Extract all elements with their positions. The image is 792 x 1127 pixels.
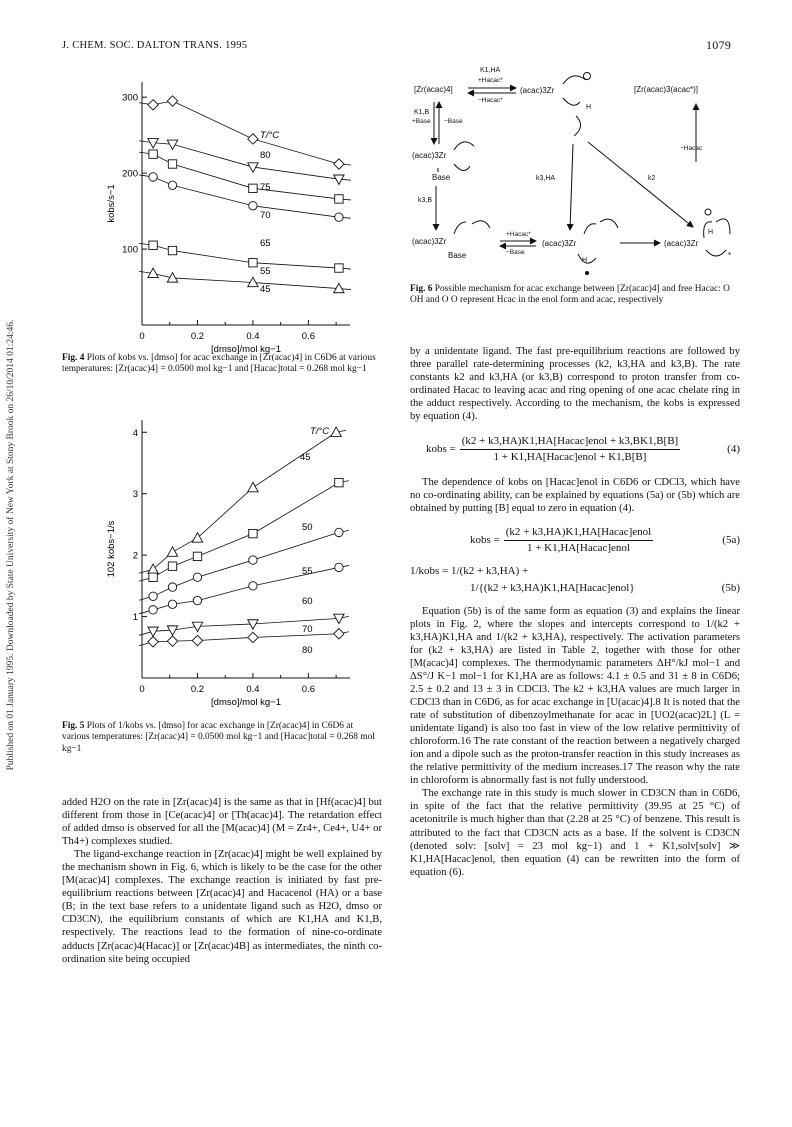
series-label: 50 <box>302 522 313 533</box>
page-number: 1079 <box>706 38 732 52</box>
figure-6-label: Fig. 6 <box>410 284 433 294</box>
data-point <box>168 562 176 570</box>
data-point <box>249 184 257 192</box>
right-column-text <box>410 345 740 879</box>
data-point <box>148 564 158 573</box>
data-point <box>168 181 176 189</box>
series-label: 75 <box>260 182 271 193</box>
minus-hacac-label: −Hacac* <box>478 97 503 104</box>
equation-5a <box>470 526 740 555</box>
data-point <box>248 482 258 491</box>
data-point <box>149 592 157 600</box>
eq4-lhs: kobs = <box>426 443 456 456</box>
eq5b-line1: 1/kobs = 1/(k2 + k3,HA) + <box>410 564 529 577</box>
data-point <box>148 100 158 110</box>
data-point <box>249 556 257 564</box>
base-label-2: Base <box>448 251 467 260</box>
data-point <box>149 573 157 581</box>
star-label: * <box>728 251 732 260</box>
data-point <box>248 134 258 144</box>
open-ha-label: (acac)3Zr <box>542 239 577 248</box>
figure-6-caption-text: Possible mechanism for acac exchange between [Zr(acac)4] and free Hacac: O OH and O O represent Hcac in the enol form and acac, respectively <box>410 284 730 306</box>
y-tick-label: 2 <box>132 550 138 562</box>
x-tick-label: 0.4 <box>246 331 260 342</box>
h-label-2: H <box>582 257 588 264</box>
open-b-label: (acac)3Zr <box>412 237 447 246</box>
data-point <box>249 202 257 210</box>
k1ha-label: K1,HA <box>480 67 501 74</box>
data-point <box>168 160 176 168</box>
figure-5-label: Fig. 5 <box>62 721 85 731</box>
x-tick-label: 0.2 <box>190 331 205 342</box>
data-point <box>193 596 201 604</box>
data-point <box>167 547 177 556</box>
x-tick-label: 0.6 <box>301 331 316 342</box>
series-label: 45 <box>260 284 271 295</box>
figure-5-chart <box>70 408 380 708</box>
right-paragraph-3: Equation (5b) is of the same form as equation (3) and explains the linear plots in Fig. 2, where the slopes and intercepts correspond to 1/(k2 + k3,HA)K1,HA and 1/(k2 + k3,HA), respectively. The activation parameters for (k2 + k3,HA) are listed in Table 2, together with those for other [M(acac)4] complexes. The thermodynamic parameters ΔH°/kJ mol−1 and ΔS°/J K−1 mol−1 for K1,HA are as follows: 4.1 ± 0.5 and 31 ± 8 in C6D6; 2.5 ± 0.2 and 13 ± 3 in CDCl3. The k2 + k3,HA values are much larger in CDCl3 than in C6D6, as for acac exchange in [U(acac)4].8 It is noted that the rate of substitution of dibenzoylmethanate for acac in [UO2(acac)2L] (L = unidentate ligand) is also too fast in view of the low relative permittivity of chloroform.16 The rate constant of the reaction between a negatively charged ion and a dipole such as the proton-transfer reaction in this study increases as the relative permittivity of the medium increases.17 The reason why the rate in chloroform is abnormally fast is not fully understood. <box>410 605 740 787</box>
left-paragraph-2: The ligand-exchange reaction in [Zr(acac)4] might be well explained by the mechanism shown in Fig. 6, which is likely to be the case for the other [M(acac)4] complexes. The exchange reaction is initiated by fast pre-equilibrium reactions between [Zr(acac)4] and Hacacenol (HA) or a base (B; in the text base refers to a unidentate ligand such as H2O, dmso or CD3CN), the equilibrium constants of which are K1,HA and K1,B, respectively. The reactions lead to the formation of nine-co-ordinate adducts [Zr(acac)4(Hacac)] or [Zr(acac)4B] as intermediates, the ninth co-ordination site being occupied <box>62 849 382 965</box>
data-point <box>248 632 258 642</box>
data-point <box>334 159 344 169</box>
eq5a-numerator: (k2 + k3,HA)K1,HA[Hacac]enol <box>504 526 654 541</box>
plot-area <box>106 82 351 355</box>
data-point <box>335 264 343 272</box>
data-point <box>149 173 157 181</box>
h-label-3: H <box>708 229 714 236</box>
right-paragraph-2: The dependence of kobs on [Hacac]enol in C6D6 or CDCl3, which have no co-ordinating ability, can be explained by equations (5a) or (5b) which are obtained by putting [B] equal to zero in equation (4). <box>410 477 740 515</box>
k2-label: k2 <box>648 175 656 182</box>
series-45 <box>139 268 351 295</box>
y-tick-label: 4 <box>132 427 138 439</box>
equation-5b <box>410 565 740 595</box>
data-point <box>167 140 177 149</box>
data-point <box>149 150 157 158</box>
x-axis-label: [dmso]/mol kg−1 <box>211 697 281 708</box>
figure-6-mechanism <box>408 62 738 282</box>
figure-4-chart <box>70 70 380 355</box>
series-label: 55 <box>302 566 313 577</box>
data-point <box>335 528 343 536</box>
download-watermark <box>6 175 20 915</box>
minus-base-label: −Base <box>444 118 463 125</box>
journal-header: J. CHEM. SOC. DALTON TRANS. 1995 <box>62 40 248 51</box>
y-tick-label: 200 <box>122 168 138 180</box>
plus-base-label: +Base <box>412 118 431 125</box>
left-paragraph-1: added H2O on the rate in [Zr(acac)4] is the same as that in [Hf(acac)4] but different from those in [Ce(acac)4] or [Th(acac)4]. The retardation effect of added dmso is observed for all the [M(acac)4] (M = Zr4+, Ce4+, U4+ or Th4+) complexes studied. <box>62 797 382 848</box>
eq5b-number: (5b) <box>721 581 740 594</box>
data-point <box>149 241 157 249</box>
data-point <box>148 637 158 647</box>
data-point <box>168 583 176 591</box>
left-column-text <box>62 796 382 966</box>
y-tick-label: 300 <box>122 92 138 104</box>
right-paragraph-4: The exchange rate in this study is much slower in CD3CN than in C6D6, in spite of the fact that the relative permittivity (39.95 at 25 °C) of acetonitrile is much higher than that (2.28 at 25 °C) of benzene. This result is attributed to the fact that CD3CN acts as a base. If the solvent is CD3CN (denoted solv: [solv] = 23 mol kg−1) and 1 + K1,solv[solv] ≫ K1,HA[Hacac]enol, then equation (4) can be rewritten into the form of equation (6). <box>410 788 740 878</box>
data-point <box>334 629 344 639</box>
minus-hacac2-label: −Hacac <box>680 145 703 152</box>
h-label-1: H <box>586 104 592 111</box>
data-point <box>168 246 176 254</box>
data-point <box>249 582 257 590</box>
series-label: 70 <box>260 210 271 221</box>
y-tick-label: 3 <box>132 489 138 501</box>
figure-4-label: Fig. 4 <box>62 353 85 363</box>
y-tick-label: 1 <box>132 612 138 624</box>
x-tick-label: 0.6 <box>301 684 316 695</box>
series-55 <box>139 241 351 277</box>
plus-hacac-label-2: +Hacac* <box>506 231 531 238</box>
eq4-denominator: 1 + K1,HA[Hacac]enol + K1,B[B] <box>493 451 647 464</box>
data-point <box>167 96 177 106</box>
series-45 <box>139 427 346 573</box>
minus-base-label-2: −Base <box>506 249 525 256</box>
data-point <box>335 478 343 486</box>
series-label: 70 <box>302 624 313 635</box>
series-80 <box>139 96 351 169</box>
final-label: (acac)3Zr <box>664 239 699 248</box>
data-point <box>168 600 176 608</box>
base-label-1: Base <box>432 173 451 182</box>
figure-4-caption-text: Plots of kobs vs. [dmso] for acac exchange in [Zr(acac)4] in C6D6 at various temperatures: [Zr(acac)4] = 0.0500 mol kg−1 and [Hacac]total = 0.268 mol kg−1 <box>62 353 376 375</box>
data-point <box>335 563 343 571</box>
data-point <box>335 195 343 203</box>
x-tick-label: 0.4 <box>246 684 260 695</box>
data-point <box>192 635 202 645</box>
series-label: 65 <box>260 238 271 249</box>
k1b-label: K1,B <box>414 109 430 116</box>
series-label: 45 <box>300 452 311 463</box>
download-watermark-text: Published on 01 January 1995. Downloaded by State University of New York at Stony Brook on 26/10/2014 01:24:46. <box>6 319 16 771</box>
figure-6-caption <box>410 284 740 307</box>
series-70 <box>139 614 349 636</box>
product-label: [Zr(acac)3(acac*)] <box>634 85 699 94</box>
k3ha-label: k3,HA <box>536 175 556 182</box>
data-point <box>249 259 257 267</box>
x-tick-label: 0 <box>139 331 145 342</box>
right-paragraph-1: by a unidentate ligand. The fast pre-equilibrium reactions are followed by three parallel rate-determining processes (k2, k3,HA and k3,B). The rate constants k2 and k3,HA (or k3,B) correspond to proton transfer from co-ordinated Hacac to leaving acac and ring opening of one acac chelate ring in the adduct respectively. According to the mechanism, the kobs is expressed by equation (4). <box>410 346 740 423</box>
x-axis-label: [dmso]/mol kg−1 <box>211 344 281 355</box>
eq5a-denominator: 1 + K1,HA[Hacac]enol <box>526 541 630 554</box>
eq4-numerator: (k2 + k3,HA)K1,HA[Hacac]enol + k3,BK1,B[B] <box>460 435 680 450</box>
data-point <box>193 573 201 581</box>
series-50 <box>139 478 349 581</box>
plot-area <box>106 420 350 708</box>
data-point <box>167 636 177 646</box>
data-point <box>249 529 257 537</box>
y-axis-label: 102 kobs−1/s <box>106 520 117 578</box>
series-label: 80 <box>260 150 271 161</box>
eq5b-line2: 1/{(k2 + k3,HA)K1,HA[Hacac]enol} <box>470 581 635 594</box>
x-tick-label: 0.2 <box>190 684 205 695</box>
legend-title: T/°C <box>310 426 330 437</box>
data-point <box>335 213 343 221</box>
eq5a-lhs: kobs = <box>470 533 500 546</box>
eq5a-number: (5a) <box>722 533 740 546</box>
series-line <box>139 101 351 165</box>
data-point <box>193 552 201 560</box>
series-label: 80 <box>302 645 313 656</box>
data-point <box>148 627 158 636</box>
adduct-b-label: (acac)3Zr <box>412 151 447 160</box>
eq4-number: (4) <box>727 443 740 456</box>
series-65 <box>139 173 351 249</box>
figure-5-caption <box>62 721 382 755</box>
equation-4 <box>426 435 740 464</box>
series-label: 60 <box>302 596 313 607</box>
x-tick-label: 0 <box>139 684 145 695</box>
adduct-ha-label: (acac)3Zr <box>520 86 555 95</box>
figure-5-caption-text: Plots of 1/kobs vs. [dmso] for acac exchange in [Zr(acac)4] in C6D6 at various temperatures: [Zr(acac)4] = 0.0500 mol kg−1 and [Hacac]total = 0.268 mol kg−1 <box>62 721 375 754</box>
series-label: 55 <box>260 266 271 277</box>
y-axis-label: kobs/s−1 <box>106 184 117 223</box>
data-point <box>149 606 157 614</box>
legend-title: T/°C <box>260 130 280 141</box>
k3b-label: k3,B <box>418 197 433 204</box>
zr4-label: [Zr(acac)4] <box>414 85 453 94</box>
figure-4-caption <box>62 353 382 376</box>
plus-hacac-label: +Hacac* <box>478 77 503 84</box>
y-tick-label: 100 <box>122 244 138 256</box>
